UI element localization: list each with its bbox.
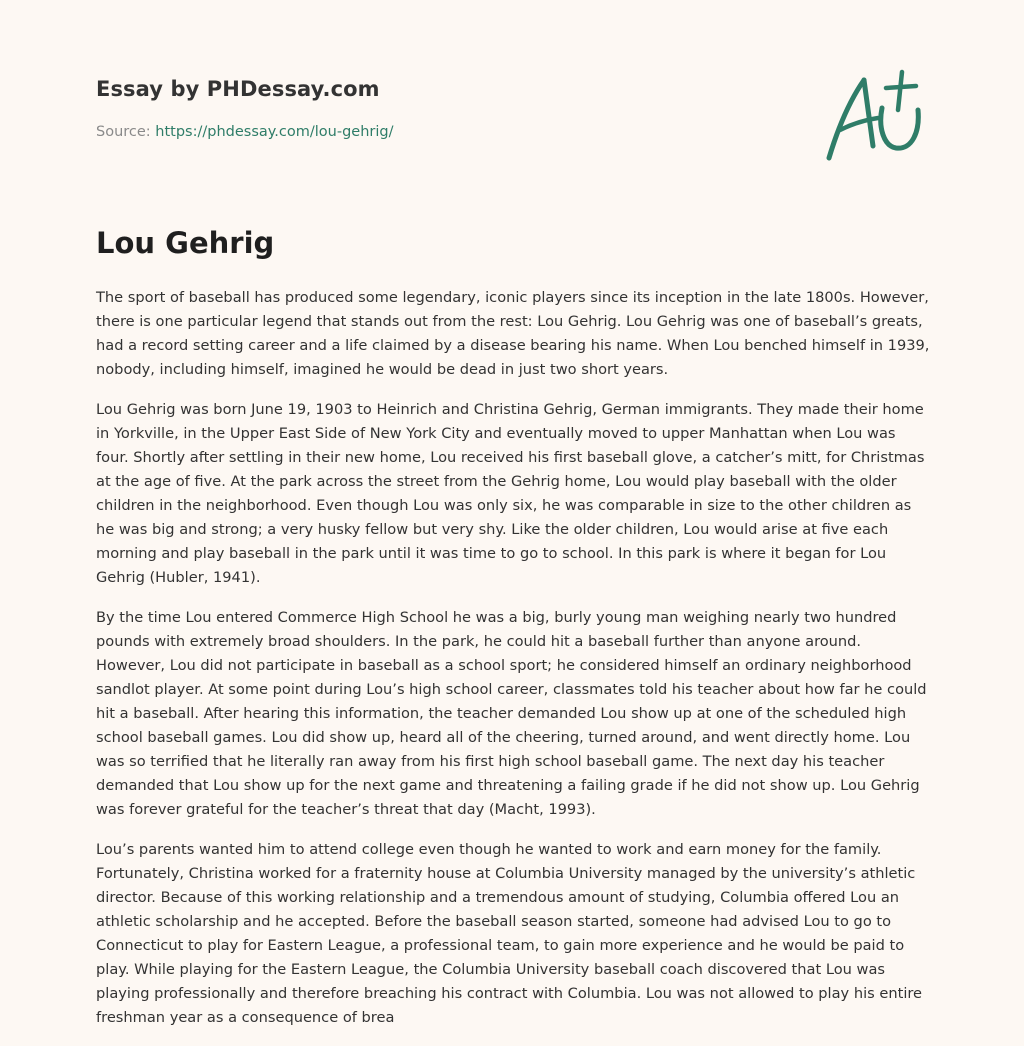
source-line [96,124,393,140]
essay-paragraph: Lou Gehrig was born June 19, 1903 to Heinrich and Christina Gehrig, German immigrants. They made their home in Yorkville, in the Upper East Side of New York City and eventually moved to upper Manhattan when Lou was four. Shortly after settling in their new home, Lou received his first baseball glove, a catcher’s mitt, for Christmas at the age of five. At the park across the street from the Gehrig home, Lou would play baseball with the older children in the neighborhood. Even though Lou was only six, he was comparable in size to the other children as he was big and strong; a very husky fellow but very shy. Like the older children, Lou would arise at five each morning and play baseball in the park until it was time to go to school. In this park is where it began for Lou Gehrig (Hubler, 1941). [96,401,925,586]
essay-paragraph: Lou’s parents wanted him to attend college even though he wanted to work and earn money for the family. Fortunately, Christina worked for a fraternity house at Columbia University managed by the university’s athletic director. Because of this working relationship and a tremendous amount of studying, Columbia offered Lou an athletic scholarship and he accepted. Before the baseball season started, someone had advised Lou to go to Connecticut to play for Eastern League, a professional team, to gain more experience and he would be paid to play. While playing for the Eastern League, the Columbia University baseball coach discovered that Lou was playing professionally and therefore breaching his contract with Columbia. Lou was not allowed to play his entire freshman year as a consequence of brea [96,841,923,1026]
essay-paragraph: The sport of baseball has produced some legendary, iconic players since its inception in the late 1800s. However, there is one particular legend that stands out from the rest: Lou Gehrig. Lou Gehrig was one of baseball’s greats, had a record setting career and a life claimed by a disease bearing his name. When Lou benched himself in 1939, nobody, including himself, imagined he would be dead in just two short years. [96,289,930,378]
site-brand: Essay by PHDessay.com [96,77,380,101]
a-plus-grade-icon [820,66,930,166]
source-link[interactable]: https://phdessay.com/lou-gehrig/ [155,124,394,140]
essay-paragraph: By the time Lou entered Commerce High School he was a big, burly young man weighing nearly two hundred pounds with extremely broad shoulders. In the park, he could hit a baseball further than anyone around. However, Lou did not participate in baseball as a school sport; he considered himself an ordinary neighborhood sandlot player. At some point during Lou’s high school career, classmates told his teacher about how far he could hit a baseball. After hearing this information, the teacher demanded Lou show up at one of the scheduled high school baseball games. Lou did show up, heard all of the cheering, turned around, and went directly home. Lou was so terrified that he literally ran away from his first high school baseball game. The next day his teacher demanded that Lou show up for the next game and threatening a failing grade if he did not show up. Lou Gehrig was forever grateful for the teacher’s threat that day (Macht, 1993). [96,609,927,818]
essay-body [96,286,932,1046]
essay-title: Lou Gehrig [96,226,275,260]
source-label: Source: [96,124,151,140]
